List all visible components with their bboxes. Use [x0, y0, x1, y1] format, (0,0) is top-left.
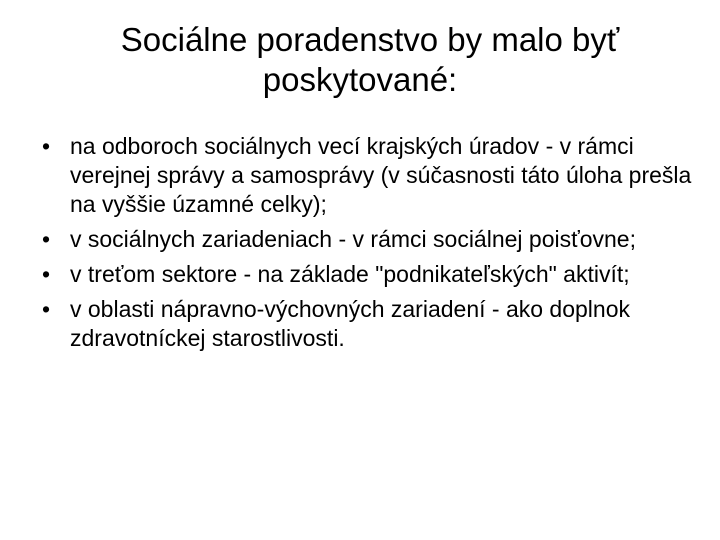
bullet-icon: •	[42, 261, 51, 287]
bullet-list	[42, 132, 702, 359]
title-line-1: Sociálne poradenstvo by malo byť	[120, 21, 620, 58]
list-item	[42, 260, 702, 289]
list-item-text: v oblasti nápravno-výchovných zariadení - ako doplnok zdravotníckej starostlivosti.	[70, 296, 630, 351]
title-line-2: poskytované:	[262, 61, 458, 98]
list-item-text: v sociálnych zariadeniach - v rámci sociálnej poisťovne;	[70, 226, 636, 252]
list-item-text: na odboroch sociálnych vecí krajských úradov - v rámci verejnej správy a samosprávy (v súčasnosti táto úloha prešla na vyššie úzamné celky);	[70, 133, 692, 217]
bullet-icon: •	[42, 133, 51, 159]
list-item-text: v treťom sektore - na základe "podnikateľských" aktivít;	[70, 261, 630, 287]
bullet-icon: •	[42, 226, 51, 252]
list-item	[42, 225, 702, 254]
bullet-icon: •	[42, 296, 51, 322]
slide-title	[0, 20, 720, 100]
list-item	[42, 132, 702, 219]
list-item	[42, 295, 702, 353]
